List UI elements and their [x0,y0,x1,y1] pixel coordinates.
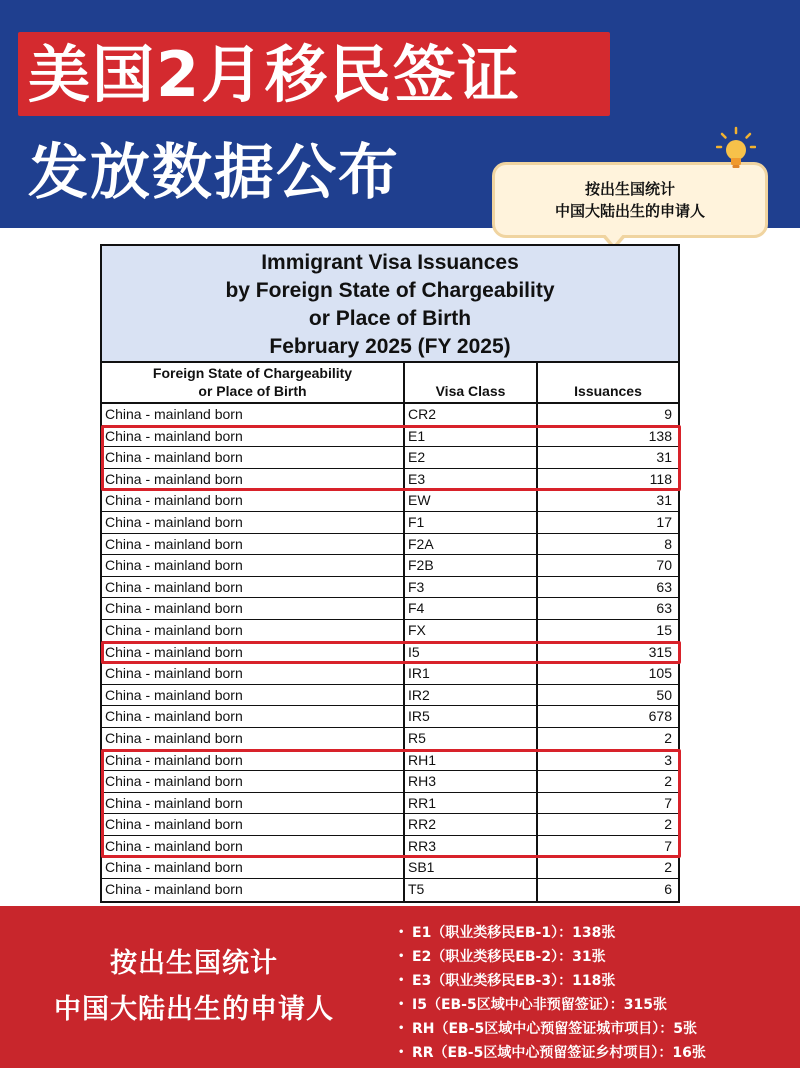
cell-visa-class: SB1 [405,857,538,878]
cell-visa-class: RR3 [405,836,538,857]
cell-place: China - mainland born [102,750,405,771]
cell-place: China - mainland born [102,706,405,727]
summary-item-text: E2（职业类移民EB-2）：31张 [412,949,606,965]
cell-visa-class: F3 [405,577,538,598]
page-subtitle: 发放数据公布 [28,138,400,208]
bullet-icon: • [398,1022,405,1034]
cell-place: China - mainland born [102,642,405,663]
cell-issuances: 50 [656,686,672,703]
table-title-line: by Foreign State of Chargeability [225,279,555,302]
cell-place: China - mainland born [102,793,405,814]
header-place [102,363,405,402]
bullet-icon: • [398,926,405,938]
cell-issuances: 6 [664,881,672,898]
summary-item [398,920,794,944]
cell-place: China - mainland born [102,512,405,533]
summary-list [398,920,794,1064]
cell-visa-class: E2 [405,447,538,468]
page-title: 美国2月移民签证 [28,38,522,111]
cell-visa-class: F4 [405,598,538,619]
table-row [102,512,678,534]
table-row [102,728,678,750]
table-title-line: or Place of Birth [308,307,472,330]
cell-place: China - mainland born [102,490,405,511]
table-row [102,577,678,599]
cell-visa-class: R5 [405,728,538,749]
summary-line-1: 按出生国统计 [110,948,278,979]
cell-visa-class: IR5 [405,706,538,727]
summary-item-text: RH（EB-5区域中心预留签证城市项目）：5张 [412,1021,698,1037]
summary-item-text: RR（EB-5区域中心预留签证乡村项目）：16张 [412,1045,706,1061]
cell-issuances: 70 [656,557,672,574]
cell-place: China - mainland born [102,814,405,835]
cell-visa-class: F1 [405,512,538,533]
header-issuances: Issuances [574,383,642,399]
cell-visa-class: F2A [405,534,538,555]
table-row [102,404,678,426]
table-row [102,598,678,620]
bullet-icon: • [398,974,405,986]
cell-issuances: 17 [656,513,672,530]
visa-issuance-table [100,244,680,903]
summary-item [398,1040,794,1064]
header-place-line-2: or Place of Birth [198,383,307,399]
cell-place: China - mainland born [102,685,405,706]
cell-place: China - mainland born [102,598,405,619]
cell-place: China - mainland born [102,836,405,857]
summary-item [398,1016,794,1040]
cell-place: China - mainland born [102,577,405,598]
cell-issuances: 3 [664,751,672,768]
table-row [102,771,678,793]
cell-issuances: 2 [664,816,672,833]
table-title [102,246,678,363]
cell-visa-class: RR1 [405,793,538,814]
header-visa-class: Visa Class [405,363,538,402]
cell-issuances: 8 [664,535,672,552]
callout-line-1: 按出生国统计 [584,180,675,198]
callout-bubble [492,162,768,238]
table-row [102,836,678,858]
cell-issuances: 2 [664,729,672,746]
table-row [102,685,678,707]
cell-place: China - mainland born [102,404,405,425]
cell-visa-class: E1 [405,426,538,447]
table-row [102,857,678,879]
cell-visa-class: E3 [405,469,538,490]
cell-visa-class: CR2 [405,404,538,425]
cell-visa-class: T5 [405,879,538,901]
cell-issuances: 2 [664,773,672,790]
cell-issuances: 63 [656,600,672,617]
cell-issuances: 31 [656,492,672,509]
cell-place: China - mainland born [102,663,405,684]
table-row [102,555,678,577]
cell-visa-class: RH1 [405,750,538,771]
table-row [102,814,678,836]
summary-item [398,968,794,992]
table-row [102,534,678,556]
table-row [102,426,678,448]
bullet-icon: • [398,1046,405,1058]
cell-place: China - mainland born [102,447,405,468]
cell-issuances: 15 [656,621,672,638]
table-title-line: February 2025 (FY 2025) [269,335,511,358]
lightbulb-icon [716,126,756,172]
summary-item-text: E3（职业类移民EB-3）：118张 [412,973,616,989]
cell-issuances: 7 [664,837,672,854]
callout-line-2: 中国大陆出生的申请人 [554,202,705,220]
cell-issuances: 63 [656,578,672,595]
cell-visa-class: FX [405,620,538,641]
table-row [102,620,678,642]
cell-place: China - mainland born [102,857,405,878]
cell-place: China - mainland born [102,469,405,490]
cell-place: China - mainland born [102,728,405,749]
cell-issuances: 118 [649,470,672,487]
header-place-line-1: Foreign State of Chargeability [152,365,353,381]
table-row [102,642,678,664]
cell-visa-class: I5 [405,642,538,663]
cell-issuances: 678 [648,708,672,725]
table-row [102,706,678,728]
summary-line-2: 中国大陆出生的申请人 [54,994,334,1025]
cell-place: China - mainland born [102,879,405,901]
cell-visa-class: F2B [405,555,538,576]
cell-visa-class: IR2 [405,685,538,706]
cell-issuances: 105 [648,665,672,682]
cell-issuances: 31 [656,449,672,466]
summary-item [398,944,794,968]
cell-issuances: 138 [648,427,672,444]
table-body [102,404,678,901]
cell-visa-class: RR2 [405,814,538,835]
table-row [102,750,678,772]
cell-place: China - mainland born [102,771,405,792]
table-row [102,469,678,491]
cell-issuances: 2 [664,859,672,876]
summary-item-text: I5（EB-5区域中心非预留签证）：315张 [412,997,667,1013]
cell-issuances: 7 [664,794,672,811]
table-row [102,793,678,815]
cell-visa-class: RH3 [405,771,538,792]
table-row [102,447,678,469]
cell-issuances: 9 [664,406,672,422]
summary-item [398,992,794,1016]
cell-place: China - mainland born [102,534,405,555]
table-row [102,879,678,901]
cell-issuances: 315 [648,643,672,660]
summary-heading [0,906,388,1068]
table-row [102,490,678,512]
cell-place: China - mainland born [102,620,405,641]
bullet-icon: • [398,998,405,1010]
cell-visa-class: EW [405,490,538,511]
table-title-line: Immigrant Visa Issuances [261,251,519,274]
cell-place: China - mainland born [102,426,405,447]
cell-place: China - mainland born [102,555,405,576]
summary-item-text: E1（职业类移民EB-1）：138张 [412,925,616,941]
cell-visa-class: IR1 [405,663,538,684]
table-row [102,663,678,685]
bullet-icon: • [398,950,405,962]
table-header-row [102,363,678,404]
